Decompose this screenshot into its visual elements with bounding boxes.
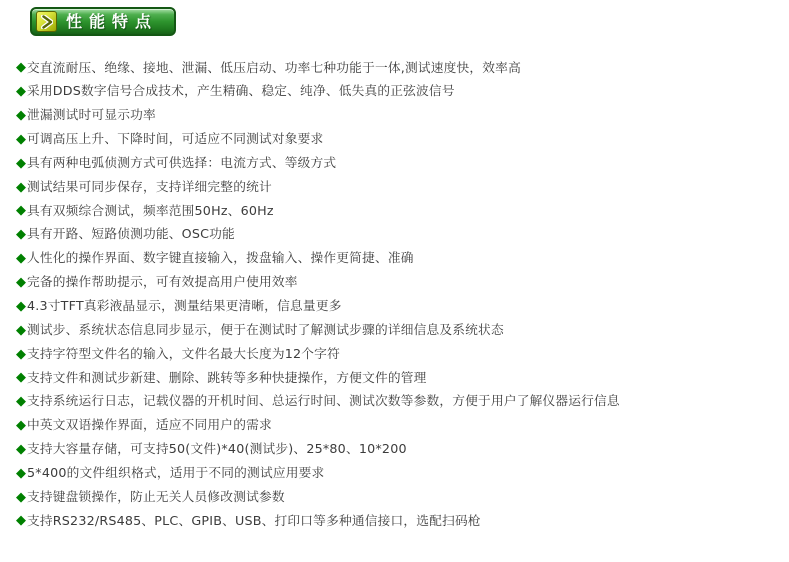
feature-text: 4.3寸TFT真彩液晶显示，测量结果更清晰，信息量更多 bbox=[27, 298, 342, 313]
feature-item bbox=[16, 318, 620, 342]
diamond-bullet-icon: ◆ bbox=[16, 251, 26, 267]
diamond-bullet-icon: ◆ bbox=[16, 108, 26, 124]
feature-text: 完备的操作帮助提示，可有效提高用户使用效率 bbox=[27, 274, 298, 290]
feature-item bbox=[16, 80, 620, 104]
diamond-bullet-icon: ◆ bbox=[16, 513, 26, 529]
diamond-bullet-icon: ◆ bbox=[16, 275, 26, 291]
feature-text: 支持系统运行日志，记载仪器的开机时间、总运行时间、测试次数等参数，方便于用户了解仪器运行信息 bbox=[27, 393, 620, 409]
feature-item bbox=[16, 223, 620, 247]
diamond-bullet-icon: ◆ bbox=[16, 394, 26, 410]
feature-text: 具有双频综合测试，频率范围50Hz、60Hz bbox=[27, 202, 274, 218]
feature-text: 中英文双语操作界面，适应不同用户的需求 bbox=[27, 417, 272, 433]
feature-item bbox=[16, 366, 620, 390]
feature-text: 测试结果可同步保存，支持详细完整的统计 bbox=[27, 178, 272, 194]
feature-item bbox=[16, 509, 620, 533]
feature-text: 具有开路、短路侦测功能、OSC功能 bbox=[27, 226, 235, 242]
feature-item bbox=[16, 56, 620, 80]
feature-list bbox=[16, 56, 620, 533]
feature-text: 具有两种电弧侦测方式可供选择：电流方式、等级方式 bbox=[27, 154, 337, 170]
feature-item bbox=[16, 199, 620, 223]
diamond-bullet-icon: ◆ bbox=[16, 489, 26, 505]
diamond-bullet-icon: ◆ bbox=[16, 60, 26, 76]
feature-item bbox=[16, 104, 620, 128]
feature-item bbox=[16, 247, 620, 271]
diamond-bullet-icon: ◆ bbox=[16, 465, 26, 481]
feature-text: 泄漏测试时可显示功率 bbox=[27, 107, 156, 123]
chevron-right-icon bbox=[36, 11, 57, 32]
feature-item bbox=[16, 151, 620, 175]
feature-text: 支持大容量存储，可支持50(文件)*40(测试步)、25*80、10*200 bbox=[27, 441, 407, 457]
feature-item bbox=[16, 390, 620, 414]
feature-item bbox=[16, 461, 620, 485]
feature-item bbox=[16, 271, 620, 295]
feature-item bbox=[16, 414, 620, 438]
diamond-bullet-icon: ◆ bbox=[16, 203, 26, 219]
diamond-bullet-icon: ◆ bbox=[16, 84, 26, 100]
feature-item bbox=[16, 485, 620, 509]
diamond-bullet-icon: ◆ bbox=[16, 155, 26, 171]
diamond-bullet-icon: ◆ bbox=[16, 441, 26, 457]
feature-text: 支持字符型文件名的输入，文件名最大长度为12个字符 bbox=[27, 345, 340, 361]
feature-text: 测试步、系统状态信息同步显示，便于在测试时了解测试步骤的详细信息及系统状态 bbox=[27, 321, 504, 337]
diamond-bullet-icon: ◆ bbox=[16, 346, 26, 362]
feature-text: 支持文件和测试步新建、删除、跳转等多种快捷操作，方便文件的管理 bbox=[27, 369, 427, 385]
diamond-bullet-icon: ◆ bbox=[16, 227, 26, 243]
diamond-bullet-icon: ◆ bbox=[16, 418, 26, 434]
diamond-bullet-icon: ◆ bbox=[16, 131, 26, 147]
section-header-banner bbox=[30, 7, 176, 36]
section-title: 性能特点 bbox=[66, 11, 159, 31]
feature-item bbox=[16, 175, 620, 199]
feature-text: 支持RS232/RS485、PLC、GPIB、USB、打印口等多种通信接口，选配扫码枪 bbox=[27, 512, 481, 528]
feature-text: 采用DDS数字信号合成技术，产生精确、稳定、纯净、低失真的正弦波信号 bbox=[27, 83, 455, 99]
feature-text: 可调高压上升、下降时间，可适应不同测试对象要求 bbox=[27, 131, 324, 147]
feature-text: 5*400的文件组织格式，适用于不同的测试应用要求 bbox=[27, 464, 325, 480]
feature-item bbox=[16, 128, 620, 152]
diamond-bullet-icon: ◆ bbox=[16, 298, 26, 314]
feature-item bbox=[16, 342, 620, 366]
feature-text: 交直流耐压、绝缘、接地、泄漏、低压启动、功率七种功能于一体,测试速度快，效率高 bbox=[27, 59, 521, 75]
diamond-bullet-icon: ◆ bbox=[16, 179, 26, 195]
feature-item bbox=[16, 438, 620, 462]
diamond-bullet-icon: ◆ bbox=[16, 370, 26, 386]
feature-item bbox=[16, 294, 620, 318]
feature-text: 人性化的操作界面、数字键直接输入，拨盘输入、操作更简捷、准确 bbox=[27, 250, 414, 266]
feature-text: 支持键盘锁操作，防止无关人员修改测试参数 bbox=[27, 488, 285, 504]
diamond-bullet-icon: ◆ bbox=[16, 322, 26, 338]
